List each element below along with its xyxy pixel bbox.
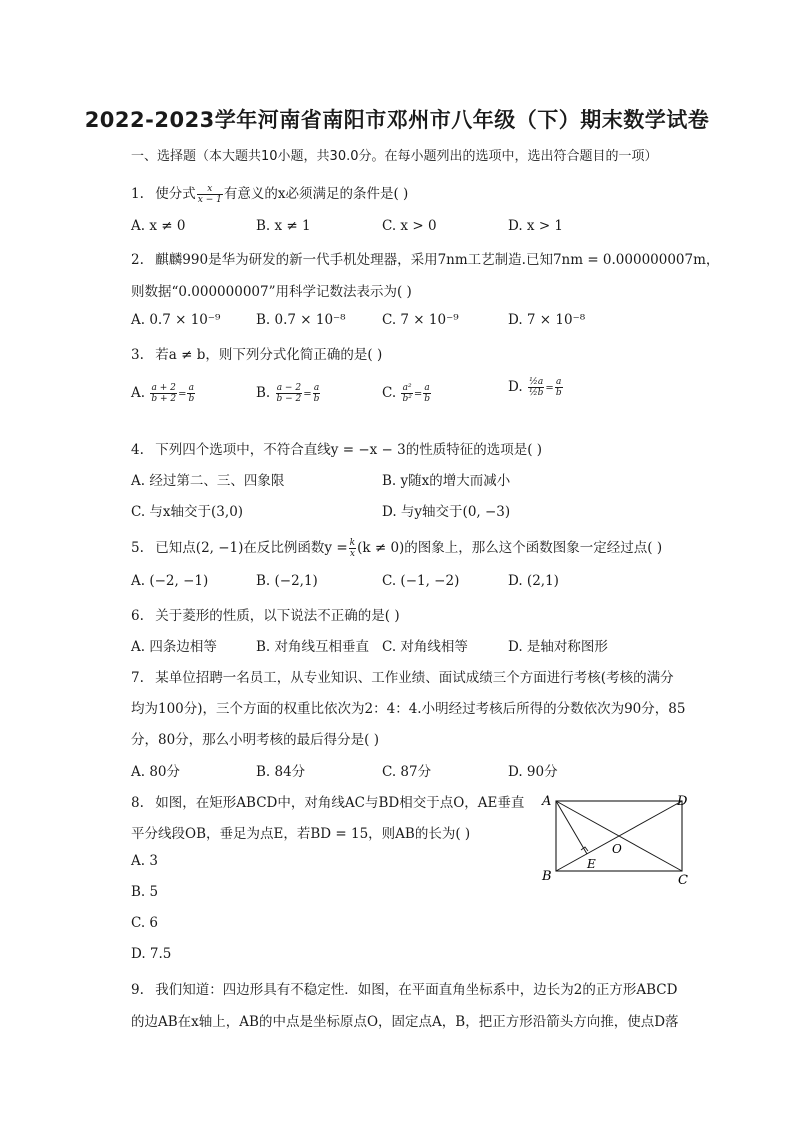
- label-c: C: [678, 873, 688, 888]
- question-number: 6.: [131, 608, 144, 624]
- label-o: O: [612, 842, 622, 856]
- q7-option-b[interactable]: B. 84分: [256, 764, 306, 780]
- q8-option-a[interactable]: A. 3: [131, 853, 158, 869]
- q5-option-c[interactable]: C. (−1, −2): [382, 573, 460, 589]
- question-number: 5.: [131, 540, 144, 556]
- q7-option-c[interactable]: C. 87分: [382, 764, 432, 780]
- q8-option-d[interactable]: D. 7.5: [131, 946, 172, 962]
- q2-option-c[interactable]: C. 7 × 10⁻⁹: [382, 312, 459, 328]
- fraction: $\frac{x}{x - 1}$: [197, 184, 222, 205]
- page-title: 2022-2023学年河南省南阳市邓州市八年级（下）期末数学试卷: [84, 108, 710, 132]
- q3-option-b[interactable]: B. $\frac{a - 2}{b - 2}$ = $\frac{a}{b}$: [256, 383, 320, 404]
- q8-option-b[interactable]: B. 5: [131, 884, 159, 900]
- question-2-line-2: 则数据“0.000000007”用科学记数法表示为( ): [131, 284, 412, 300]
- question-8: 8. 如图，在矩形ABCD中，对角线AC与BD相交于点O，AE垂直: [131, 795, 525, 811]
- question-number: 2.: [131, 252, 144, 268]
- question-7: 7. 某单位招聘一名员工，从专业知识、工作业绩、面试成绩三个方面进行考核(考核的满分: [131, 670, 674, 686]
- q2-option-d[interactable]: D. 7 × 10⁻⁸: [508, 312, 586, 328]
- q4-option-a[interactable]: A. 经过第二、三、四象限: [131, 473, 285, 489]
- q7-option-d[interactable]: D. 90分: [508, 764, 558, 780]
- section-heading: 一、选择题（本大题共10小题，共30.0分。在每小题列出的选项中，选出符合题目的一项）: [131, 149, 658, 164]
- q4-option-d[interactable]: D. 与y轴交于(0, −3): [382, 504, 511, 520]
- label-d: D: [677, 794, 688, 809]
- q1-option-d[interactable]: D. x > 1: [508, 218, 564, 234]
- question-5: 5. 已知点(2, −1)在反比例函数y = $\frac{k}{x}$ (k ≠ 0)的图象上，那么这个函数图象一定经过点( ): [131, 538, 663, 559]
- q1-option-b[interactable]: B. x ≠ 1: [256, 218, 311, 234]
- q4-option-b[interactable]: B. y随x的增大而减小: [382, 473, 511, 489]
- label-e: E: [587, 857, 596, 871]
- q5-option-d[interactable]: D. (2,1): [508, 573, 559, 589]
- question-number: 7.: [131, 670, 144, 686]
- q8-rectangle-figure: [535, 788, 695, 888]
- question-4: 4. 下列四个选项中，不符合直线y = −x − 3的性质特征的选项是( ): [131, 442, 543, 458]
- label-b: B: [542, 869, 552, 884]
- question-2: 2. 麒麟990是华为研发的新一代手机处理器，采用7nm工艺制造.已知7nm = 0.000000007m，: [131, 252, 720, 268]
- q3-option-a[interactable]: A. $\frac{a + 2}{b + 2}$ = $\frac{a}{b}$: [131, 383, 195, 404]
- q4-option-c[interactable]: C. 与x轴交于(3,0): [131, 504, 244, 520]
- question-3: 3. 若a ≠ b，则下列分式化简正确的是( ): [131, 347, 383, 363]
- fraction: $\frac{k}{x}$: [349, 538, 356, 559]
- q3-option-c[interactable]: C. $\frac{\text{a²}}{\text{b²}}$ = $\frac{a}{b}$: [382, 383, 430, 404]
- q6-option-b[interactable]: B. 对角线互相垂直: [256, 639, 370, 655]
- q7-option-a[interactable]: A. 80分: [131, 764, 181, 780]
- q5-option-b[interactable]: B. (−2,1): [256, 573, 318, 589]
- q1-option-c[interactable]: C. x > 0: [382, 218, 437, 234]
- q1-option-a[interactable]: A. x ≠ 0: [131, 218, 186, 234]
- q5-option-a[interactable]: A. (−2, −1): [131, 573, 209, 589]
- question-7-line-2: 均为100分)，三个方面的权重比依次为2：4：4.小明经过考核后所得的分数依次为90分，85: [131, 701, 686, 717]
- segment-ae: [556, 801, 587, 854]
- question-number: 9.: [131, 982, 144, 998]
- question-6: 6. 关于菱形的性质，以下说法不正确的是( ): [131, 608, 400, 624]
- q6-option-a[interactable]: A. 四条边相等: [131, 639, 217, 655]
- q8-option-c[interactable]: C. 6: [131, 915, 159, 931]
- q2-option-b[interactable]: B. 0.7 × 10⁻⁸: [256, 312, 346, 328]
- question-9: 9. 我们知道：四边形具有不稳定性．如图，在平面直角坐标系中，边长为2的正方形ABCD: [131, 982, 678, 998]
- question-number: 3.: [131, 347, 144, 363]
- question-7-line-3: 分，80分，那么小明考核的最后得分是( ): [131, 732, 380, 748]
- q2-option-a[interactable]: A. 0.7 × 10⁻⁹: [131, 312, 221, 328]
- question-9-line-2: 的边AB在x轴上，AB的中点是坐标原点O，固定点A，B，把正方形沿箭头方向推，使点D落: [131, 1014, 679, 1030]
- label-a: A: [542, 794, 552, 809]
- question-8-line-2: 平分线段OB，垂足为点E，若BD = 15，则AB的长为( ): [131, 826, 471, 842]
- q6-option-c[interactable]: C. 对角线相等: [382, 639, 468, 655]
- q6-option-d[interactable]: D. 是轴对称图形: [508, 639, 608, 655]
- question-number: 1.: [131, 186, 144, 202]
- q3-option-d[interactable]: D. $\frac{\text{½a}}{\text{½b}}$ = $\frac{a}{b}$: [508, 377, 562, 398]
- question-1: 1. 使分式 $\frac{x}{x - 1}$ 有意义的x必须满足的条件是( ): [131, 184, 409, 205]
- question-number: 4.: [131, 442, 144, 458]
- question-number: 8.: [131, 795, 144, 811]
